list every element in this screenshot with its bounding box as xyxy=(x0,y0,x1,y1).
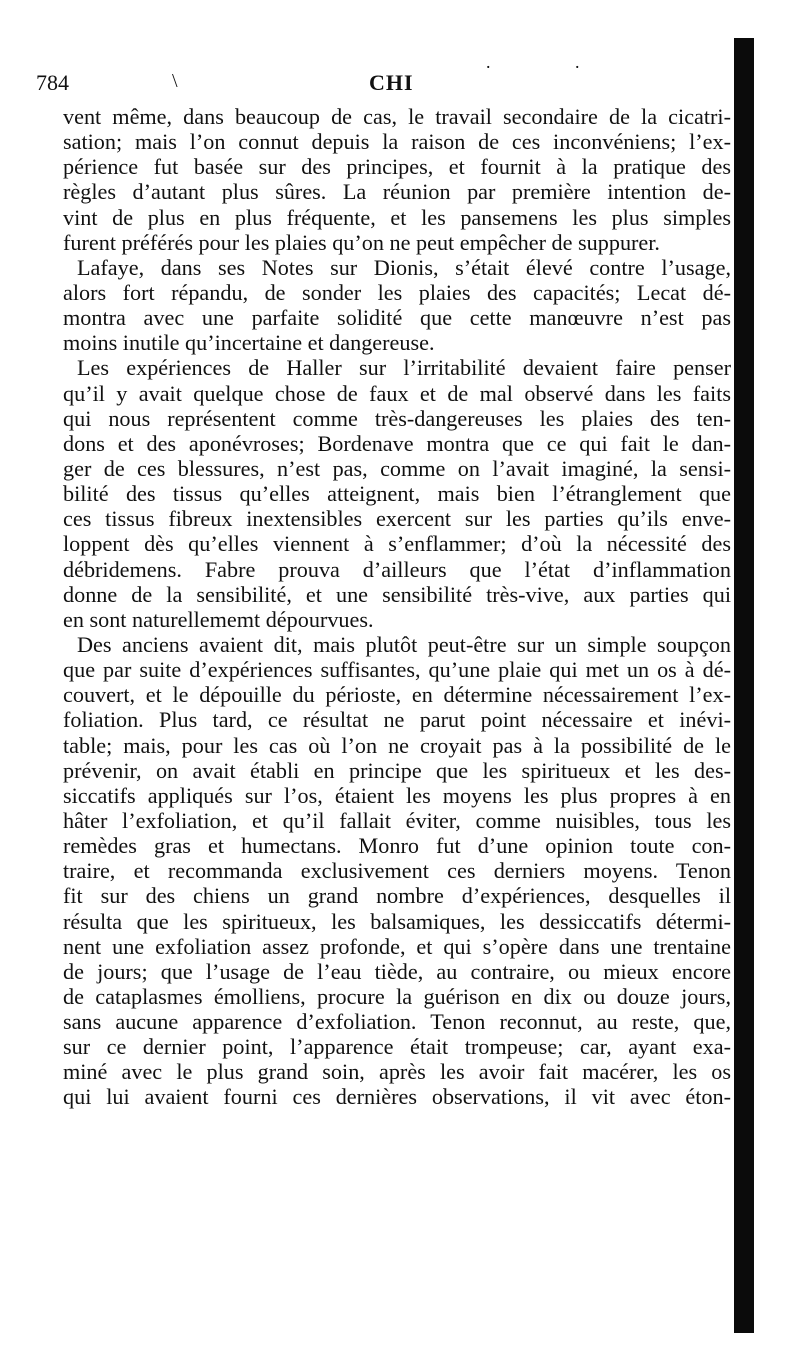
text-line: de cataplasmes émolliens, procure la guérison en dix ou douze jours, xyxy=(63,983,731,1009)
text-line: Lafaye, dans ses Notes sur Dionis, s’était élevé contre l’usage, xyxy=(77,254,731,280)
text-line: périence fut basée sur des principes, et fournit à la pratique des xyxy=(63,154,731,180)
text-line: sation; mais l’on connut depuis la raison de ces inconvéniens; l’ex- xyxy=(63,129,731,155)
text-line: siccatifs appliqués sur l’os, étaient les moyens les plus propres à en xyxy=(63,782,731,808)
header-mark: \ xyxy=(172,70,178,92)
text-line: règles d’autant plus sûres. La réunion par première intention de- xyxy=(63,179,731,205)
text-line: ger de ces blessures, n’est pas, comme on l’avait imaginé, la sensi- xyxy=(63,455,731,481)
text-line: Les expériences de Haller sur l’irritabilité devaient faire penser xyxy=(77,355,731,381)
text-line: Des anciens avaient dit, mais plutôt peut-être sur un simple soupçon xyxy=(77,631,731,657)
running-title: CHI xyxy=(369,70,414,95)
text-line: débridemens. Fabre prouva d’ailleurs que l’état d’inflammation xyxy=(63,556,731,582)
text-line: moins inutile qu’incertaine et dangereuse. xyxy=(63,330,435,356)
text-line: alors fort répandu, de sonder les plaies des capacités; Lecat dé- xyxy=(63,279,731,305)
text-line: dons et des aponévroses; Bordenave montra que ce qui fait le dan- xyxy=(63,430,731,456)
text-line: sans aucune apparence d’exfoliation. Tenon reconnut, au reste, que, xyxy=(63,1009,731,1035)
text-line: loppent dès qu’elles viennent à s’enflammer; d’où la nécessité des xyxy=(63,531,731,557)
text-line: montra avec une parfaite solidité que cette manœuvre n’est pas xyxy=(63,305,731,331)
text-line: nent une exfoliation assez profonde, et qui s’opère dans une trentaine xyxy=(63,933,731,959)
text-line: miné avec le plus grand soin, après les avoir fait macérer, les os xyxy=(63,1059,731,1085)
text-line: ces tissus fibreux inextensibles exercent sur les parties qu’ils enve- xyxy=(63,506,731,532)
text-line: qui nous représentent comme très-dangereuses les plaies des ten- xyxy=(63,405,731,431)
text-line: résulta que les spiritueux, les balsamiques, les dessiccatifs détermi- xyxy=(63,908,731,934)
text-line: foliation. Plus tard, ce résultat ne parut point nécessaire et inévi- xyxy=(63,707,731,733)
text-line: que par suite d’expériences suffisantes, qu’une plaie qui met un os à dé- xyxy=(63,657,731,683)
text-line: furent préférés pour les plaies qu’on ne peut empêcher de suppurer. xyxy=(63,229,660,255)
body-text xyxy=(63,104,731,1110)
text-line: traire, et recommanda exclusivement ces derniers moyens. Tenon xyxy=(63,858,731,884)
page-number: 784 xyxy=(36,70,69,95)
text-line: bilité des tissus qu’elles atteignent, mais bien l’étranglement que xyxy=(63,481,731,507)
text-line: qu’il y avait quelque chose de faux et de mal observé dans les faits xyxy=(63,380,731,406)
binding-shadow xyxy=(734,38,754,1333)
text-line: qui lui avaient fourni ces dernières observations, il vit avec éton- xyxy=(63,1084,731,1110)
text-line: prévenir, on avait établi en principe que les spiritueux et les des- xyxy=(63,757,731,783)
text-line: hâter l’exfoliation, et qu’il fallait éviter, comme nuisibles, tous les xyxy=(63,807,731,833)
text-line: fit sur des chiens un grand nombre d’expériences, desquelles il xyxy=(63,883,731,909)
text-line: en sont naturellememt dépourvues. xyxy=(63,606,374,632)
text-line: de jours; que l’usage de l’eau tiède, au contraire, ou mieux encore xyxy=(63,958,731,984)
text-line: vint de plus en plus fréquente, et les pansemens les plus simples xyxy=(63,204,731,230)
text-line: vent même, dans beaucoup de cas, le travail secondaire de la cicatri- xyxy=(63,104,731,129)
text-line: donne de la sensibilité, et une sensibilité très-vive, aux parties qui xyxy=(63,581,731,607)
header-dots: . . xyxy=(486,52,620,72)
text-line: remèdes gras et humectans. Monro fut d’une opinion toute con- xyxy=(63,833,731,859)
text-line: couvert, et le dépouille du périoste, en détermine nécessairement l’ex- xyxy=(63,682,731,708)
text-line: table; mais, pour les cas où l’on ne croyait pas à la possibilité de le xyxy=(63,732,731,758)
text-line: sur ce dernier point, l’apparence était trompeuse; car, ayant exa- xyxy=(63,1034,731,1060)
page-header xyxy=(36,52,726,104)
